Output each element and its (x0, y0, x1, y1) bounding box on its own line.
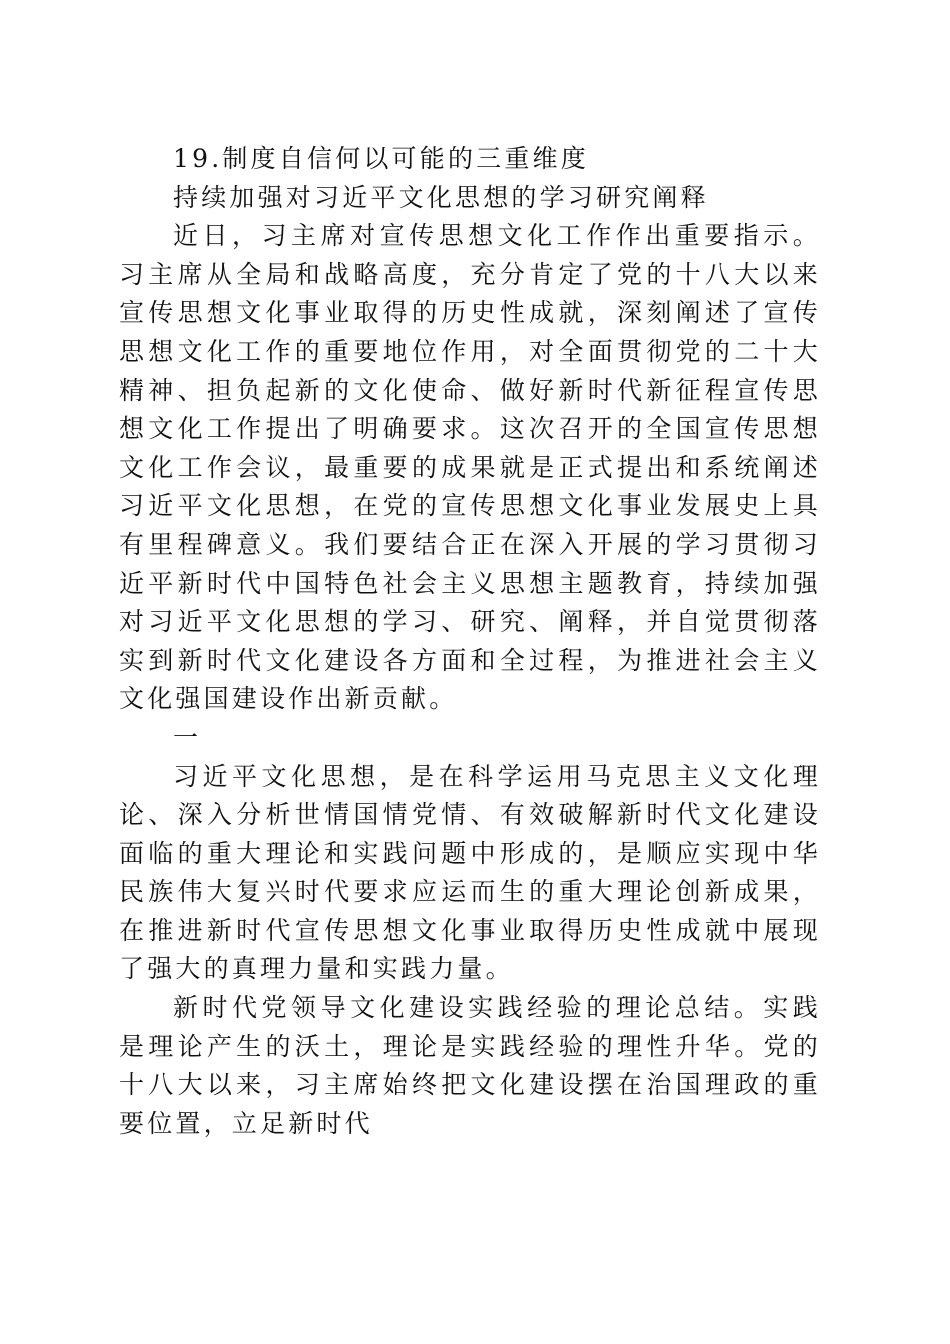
section-marker: 一 (173, 722, 202, 752)
section-paragraph-1: 习近平文化思想，是在科学运用马克思主义文化理论、深入分析世情国情党情、有效破解新时代文化建设面临的重大理论和实践问题中形成的，是顺应实现中华民族伟大复兴时代要求应运而生的重大理论创新成果，在推进新时代宣传思想文化事业取得历史性成就中展现了强大的真理力量和实践力量。 (119, 761, 821, 984)
article-title: 持续加强对习近平文化思想的学习研究阐释 (173, 182, 709, 212)
document-body (119, 140, 821, 1143)
section-paragraph-2: 新时代党领导文化建设实践经验的理论总结。实践是理论产生的沃土，理论是实践经验的理性升华。党的十八大以来，习主席始终把文化建设摆在治国理政的重要位置，立足新时代 (119, 993, 821, 1138)
heading-item: 19.制度自信何以可能的三重维度 (173, 144, 589, 173)
intro-paragraph: 近日，习主席对宣传思想文化工作作出重要指示。习主席从全局和战略高度，充分肯定了党的十八大以来宣传思想文化事业取得的历史性成就，深刻阐述了宣传思想文化工作的重要地位作用，对全面贯彻党的二十大精神、担负起新的文化使命、做好新时代新征程宣传思想文化工作提出了明确要求。这次召开的全国宣传思想文化工作会议，最重要的成果就是正式提出和系统阐述习近平文化思想，在党的宣传思想文化事业发展史上具有里程碑意义。我们要结合正在深入开展的学习贯彻习近平新时代中国特色社会主义思想主题教育，持续加强对习近平文化思想的学习、研究、阐释，并自觉贯彻落实到新时代文化建设各方面和全过程，为推进社会主义文化强国建设作出新贡献。 (119, 221, 821, 714)
